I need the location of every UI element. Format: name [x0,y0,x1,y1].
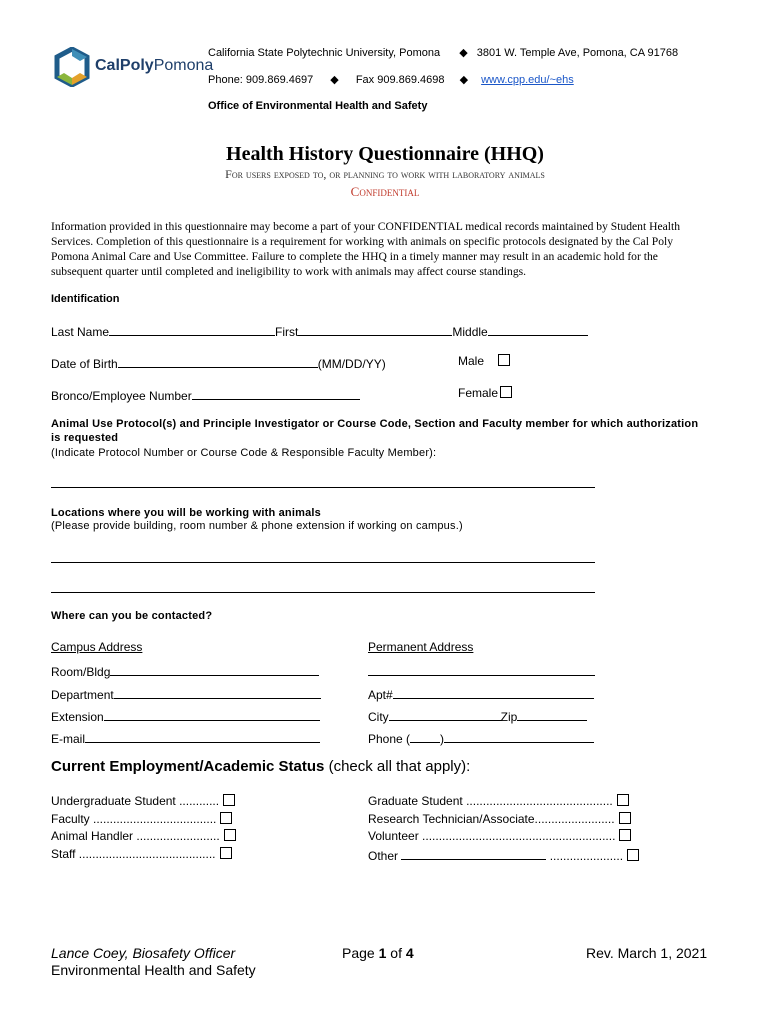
permanent-address-field[interactable] [368,662,595,676]
dob-field[interactable] [118,354,318,368]
research-tech-checkbox[interactable] [619,812,631,824]
faculty-checkbox[interactable] [220,812,232,824]
room-field[interactable] [110,662,319,676]
logo-text-light: Pomona [153,57,214,74]
phone: Phone: 909.869.4697 [208,74,314,86]
middle-name-field[interactable] [488,322,588,336]
animal-handler-checkbox[interactable] [224,829,236,841]
volunteer-checkbox[interactable] [619,829,631,841]
extension-label: Extension [51,710,104,724]
city-field[interactable] [389,707,501,721]
confidential-label: Confidential [350,184,420,199]
department-label: Department [51,688,114,702]
apt-field[interactable] [393,685,594,699]
diamond-icon: ◆ [459,74,469,86]
protocol-note: (Indicate Protocol Number or Course Code & Responsible Faculty Member): [51,447,437,459]
status-option-animal-handler: Animal Handler ......................... [51,828,236,846]
status-option-faculty: Faculty ..................................... [51,811,236,829]
university-name: California State Polytechnic University, Pomona [208,47,441,59]
room-label: Room/Bldg [51,665,111,679]
contact-heading: Where can you be contacted? [51,610,213,622]
locations-line-1[interactable] [51,562,595,563]
status-option-volunteer: Volunteer .......................................................... [368,828,639,846]
graduate-checkbox[interactable] [617,794,629,806]
first-name-label: First [275,325,299,339]
diamond-icon: ◆ [459,47,468,59]
city-label: City [368,710,389,724]
email-field[interactable] [85,729,320,743]
dob-format: (MM/DD/YY) [317,357,386,371]
website-link[interactable]: www.cpp.edu/~ehs [481,74,574,86]
phone-close: ) [440,732,445,746]
locations-note: (Please provide building, room number & phone extension if working on campus.) [51,520,463,532]
locations-line-2[interactable] [51,592,595,593]
email-label: E-mail [51,732,86,746]
page-number: Page 1 of 4 [342,945,414,961]
phone-field[interactable] [444,729,594,743]
bronco-label: Bronco/Employee Number [51,389,192,403]
identification-heading: Identification [51,293,120,305]
department-field[interactable] [114,685,321,699]
other-checkbox[interactable] [627,849,639,861]
status-heading: Current Employment/Academic Status [51,758,325,775]
undergraduate-checkbox[interactable] [223,794,235,806]
zip-field[interactable] [517,707,587,721]
status-option-undergraduate: Undergraduate Student ............ [51,793,236,811]
footer-department: Environmental Health and Safety [51,962,256,978]
protocol-line[interactable] [51,487,595,488]
dob-label: Date of Birth [51,357,118,371]
status-heading-note: (check all that apply): [324,758,471,775]
phone-label: Phone ( [368,732,411,746]
page-title: Health History Questionnaire (HHQ) [226,143,544,165]
first-name-field[interactable] [298,322,452,336]
intro-paragraph: Information provided in this questionnaire may become a part of your CONFIDENTIAL medical records maintained by Student Health Services. Completion of this questionnaire is a requirement for working with animals on specific protocols designated by the Cal Poly Pomona Animal Care and Use Committee. Failure to complete the HHQ in a timely manner may result in an academic hold for the subsequent quarter until completed and ineligibility to work with animals may affect course standings. [51,220,681,278]
status-option-graduate: Graduate Student ............................................ [368,793,639,811]
bronco-field[interactable] [192,386,360,400]
locations-heading: Locations where you will be working with animals [51,507,321,519]
cpp-logo-icon [52,47,92,87]
footer-author: Lance Coey, Biosafety Officer [51,945,236,961]
logo-text-bold: CalPoly [95,57,154,74]
last-name-field[interactable] [109,322,275,336]
fax: Fax 909.869.4698 [355,74,445,86]
female-checkbox[interactable] [500,386,512,398]
apt-label: Apt# [368,688,393,702]
diamond-icon: ◆ [330,74,339,86]
logo [52,45,214,91]
other-field[interactable] [401,846,546,860]
permanent-address-heading: Permanent Address [368,640,474,654]
last-name-label: Last Name [51,325,110,339]
revision-date: Rev. March 1, 2021 [586,945,708,961]
phone-area-field[interactable] [410,729,440,743]
address: 3801 W. Temple Ave, Pomona, CA 91768 [476,47,679,59]
staff-checkbox[interactable] [220,847,232,859]
campus-address-heading: Campus Address [51,640,143,654]
status-option-staff: Staff ......................................... [51,846,236,864]
status-option-other: Other ...................... [368,846,639,866]
extension-field[interactable] [104,707,320,721]
male-checkbox[interactable] [498,354,510,366]
status-option-research-tech: Research Technician/Associate........................ [368,811,639,829]
page-subtitle: For users exposed to, or planning to work with laboratory animals [225,167,545,181]
protocol-heading: Animal Use Protocol(s) and Principle Investigator or Course Code, Section and Faculty member for which authorization is requested [51,418,699,444]
office-name: Office of Environmental Health and Safety [208,100,428,112]
middle-name-label: Middle [452,325,488,339]
male-label: Male [458,354,485,368]
zip-label: Zip [500,710,518,724]
female-label: Female [458,386,499,400]
